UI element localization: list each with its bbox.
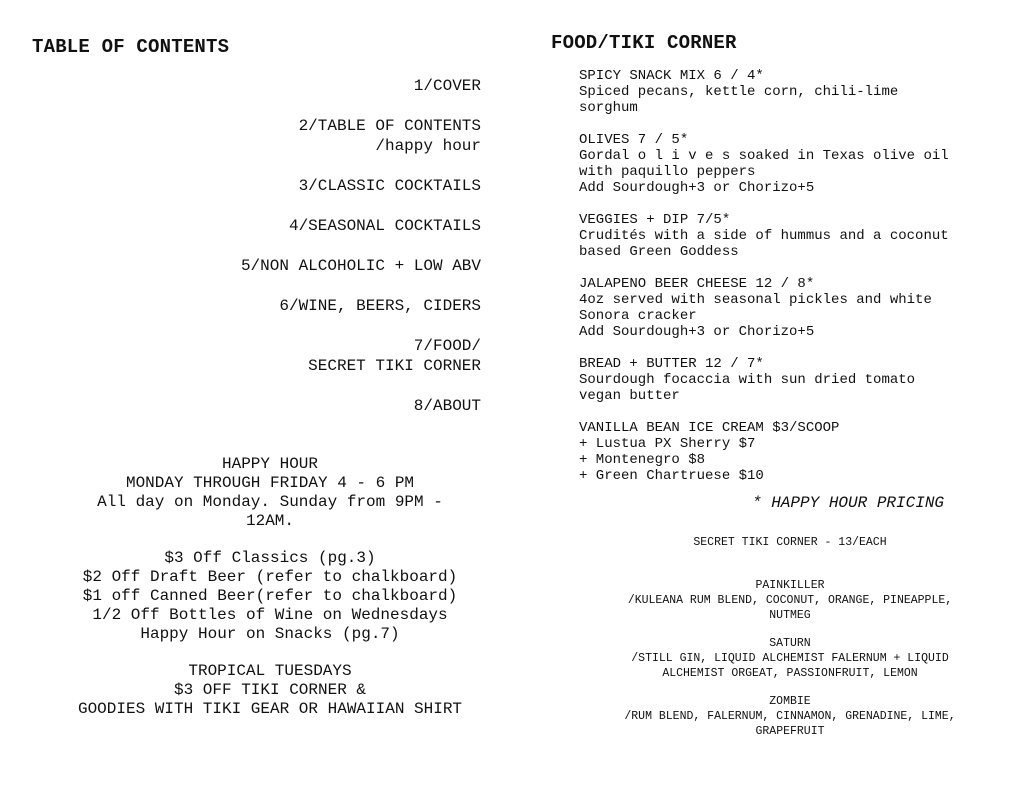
happy-hour-days: MONDAY THROUGH FRIDAY 4 - 6 PM [125,474,415,492]
food-title: FOOD/TIKI CORNER [551,32,737,54]
food-item [579,276,1019,340]
food-item-name: VANILLA BEAN ICE CREAM $3/SCOOP [579,420,840,436]
table-of-contents [41,76,481,436]
happy-hour-section [30,455,510,719]
cocktail-name: PAINKILLER [755,579,825,592]
tiki-corner-header: SECRET TIKI CORNER - 13/EACH [693,536,887,549]
tropical-tuesdays-line: $3 OFF TIKI CORNER & [173,681,367,699]
food-item-desc: 4oz served with seasonal pickles and white Sonora cracker Add Sourdough+3 or Chorizo+5 [579,292,932,340]
tiki-cocktail-list [560,578,1020,752]
cocktail-desc: /RUM BLEND, FALERNUM, CINNAMON, GRENADINE, LIME, GRAPEFRUIT [624,710,956,738]
cocktail-item [560,578,1020,623]
cocktail-item [560,694,1020,739]
toc-item: 2/TABLE OF CONTENTS /happy hour [298,117,481,155]
food-item-desc: + Lustua PX Sherry $7 + Montenegro $8 + Green Chartruese $10 [579,436,764,484]
food-item [579,132,1019,196]
cocktail-desc: /KULEANA RUM BLEND, COCONUT, ORANGE, PINEAPPLE, NUTMEG [627,594,953,622]
food-menu [579,68,1019,500]
food-item-name: VEGGIES + DIP 7/5* [579,212,731,228]
food-item-desc: Crudités with a side of hummus and a coconut based Green Goddess [579,228,949,260]
cocktail-name: ZOMBIE [769,695,811,708]
food-item-desc: Spiced pecans, kettle corn, chili-lime sorghum [579,84,899,116]
happy-hour-extra: All day on Monday. Sunday from 9PM - 12AM. [97,493,443,530]
cocktail-name: SATURN [769,637,811,650]
food-item-desc: Gordal o l i v e s soaked in Texas olive oil with paquillo peppers Add Sourdough+3 or Chorizo+5 [579,148,949,196]
tropical-tuesdays-title: TROPICAL TUESDAYS [188,662,352,680]
happy-hour-deal: $1 off Canned Beer(refer to chalkboard) [82,587,458,605]
toc-item: 1/COVER [413,77,481,95]
toc-item: 5/NON ALCOHOLIC + LOW ABV [240,257,481,275]
toc-title: TABLE OF CONTENTS [32,36,230,58]
happy-hour-deal: $3 Off Classics (pg.3) [164,549,376,567]
cocktail-desc: /STILL GIN, LIQUID ALCHEMIST FALERNUM + LIQUID ALCHEMIST ORGEAT, PASSIONFRUIT, LEMON [631,652,949,680]
food-item [579,68,1019,116]
toc-item: 6/WINE, BEERS, CIDERS [279,297,481,315]
cocktail-item [560,636,1020,681]
happy-hour-deal: $2 Off Draft Beer (refer to chalkboard) [82,568,458,586]
food-item-desc: Sourdough focaccia with sun dried tomato vegan butter [579,372,916,404]
food-item [579,356,1019,404]
tropical-tuesdays-line: GOODIES WITH TIKI GEAR OR HAWAIIAN SHIRT [77,700,463,718]
happy-hour-title: HAPPY HOUR [221,455,318,473]
toc-item: 7/FOOD/ SECRET TIKI CORNER [308,337,481,375]
toc-item: 8/ABOUT [413,397,481,415]
toc-item: 4/SEASONAL COCKTAILS [288,217,481,235]
food-item-name: JALAPENO BEER CHEESE 12 / 8* [579,276,815,292]
toc-item: 3/CLASSIC COCKTAILS [298,177,481,195]
food-item [579,212,1019,260]
happy-hour-deal: 1/2 Off Bottles of Wine on Wednesdays [92,606,448,624]
food-item-name: SPICY SNACK MIX 6 / 4* [579,68,764,84]
happy-hour-pricing-note: * HAPPY HOUR PRICING [752,494,945,512]
happy-hour-deal: Happy Hour on Snacks (pg.7) [140,625,400,643]
food-item-name: BREAD + BUTTER 12 / 7* [579,356,764,372]
food-item [579,420,1019,484]
food-item-name: OLIVES 7 / 5* [579,132,689,148]
